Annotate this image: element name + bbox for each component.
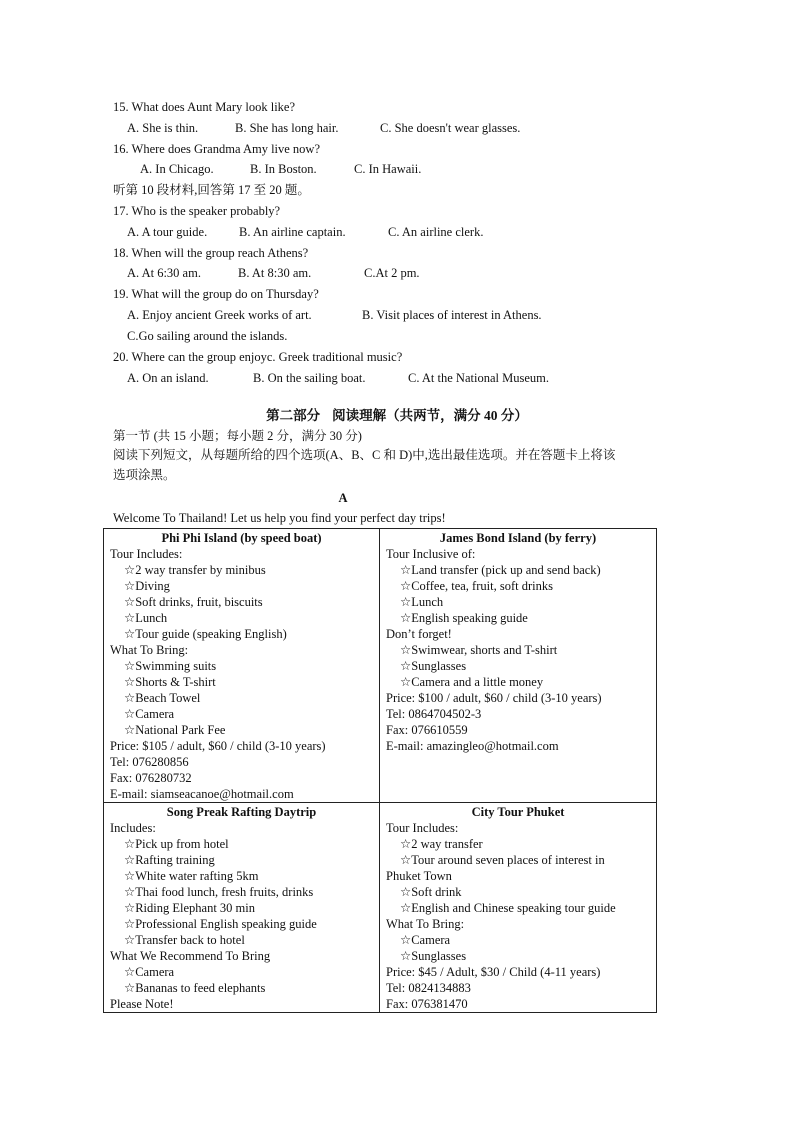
list-heading: Fax: 076610559 (386, 723, 468, 737)
question-20-options (127, 370, 549, 386)
instruction-line-1: 阅读下列短文，从每题所给的四个选项(A、B、C 和 D)中,选出最佳选项。并在答题卡上将该 (113, 448, 616, 462)
list-item: ☆Shorts & T-shirt (124, 675, 216, 689)
option-a: A. A tour guide. (127, 225, 208, 239)
option-a: A. At 6:30 am. (127, 266, 201, 280)
list-item: ☆2 way transfer (400, 837, 483, 851)
list-heading: Tour Includes: (386, 821, 459, 835)
list-heading: E-mail: siamseacanoe@hotmail.com (110, 787, 294, 801)
list-heading: Price: $105 / adult, $60 / child (3-10 years) (110, 739, 326, 753)
list-item: ☆Diving (124, 579, 170, 593)
option-b: B. On the sailing boat. (253, 371, 366, 385)
part2-title-a: 第二部分 (266, 408, 321, 423)
list-item: ☆Camera (400, 933, 451, 947)
option-c: C. She doesn't wear glasses. (380, 121, 521, 135)
table-row (104, 529, 657, 803)
tour-title: City Tour Phuket (471, 805, 565, 819)
part2-title-b: 阅读理解（共两节，满分 40 分） (332, 408, 528, 423)
list-heading: Tel: 0864704502-3 (386, 707, 482, 721)
table-row (104, 803, 657, 1013)
list-item: ☆Tour around seven places of interest in (400, 853, 605, 867)
list-item: ☆Land transfer (pick up and send back) (400, 563, 601, 577)
list-item: ☆Soft drink (400, 885, 462, 899)
list-heading: Tel: 076280856 (110, 755, 189, 769)
list-item: ☆Sunglasses (400, 659, 467, 673)
question-17-options (127, 224, 483, 240)
question-16-options (140, 161, 421, 177)
material-note: 听第 10 段材料,回答第 17 至 20 题。 (113, 183, 310, 197)
list-item: ☆Transfer back to hotel (124, 933, 245, 947)
list-item: ☆Thai food lunch, fresh fruits, drinks (124, 885, 314, 899)
list-item: ☆Lunch (400, 595, 444, 609)
list-item: ☆Soft drinks, fruit, biscuits (124, 595, 263, 609)
option-b: B. At 8:30 am. (238, 266, 312, 280)
section-header: 第一节 (共 15 小题；每小题 2 分，满分 30 分) (113, 429, 362, 443)
list-heading: What To Bring: (110, 643, 189, 657)
tours-table (103, 528, 657, 1013)
question-18: 18. When will the group reach Athens? (113, 246, 309, 260)
list-item: ☆Sunglasses (400, 949, 467, 963)
question-19: 19. What will the group do on Thursday? (113, 287, 319, 301)
list-heading: Fax: 076280732 (110, 771, 192, 785)
list-item: ☆Bananas to feed elephants (124, 981, 266, 995)
tour-details (110, 546, 373, 802)
passage-intro: Welcome To Thailand! Let us help you find your perfect day trips! (113, 511, 446, 525)
list-item: ☆Tour guide (speaking English) (124, 627, 287, 641)
tour-title: James Bond Island (by ferry) (439, 531, 597, 545)
option-b: B. Visit places of interest in Athens. (362, 308, 542, 322)
list-heading: Tour Inclusive of: (386, 547, 476, 561)
tour-details (386, 546, 650, 754)
tour-cell-phiphi (104, 529, 380, 803)
list-heading: Phuket Town (386, 869, 452, 883)
question-18-options (127, 265, 420, 281)
option-c: C.At 2 pm. (364, 266, 420, 280)
list-item: ☆Swimwear, shorts and T-shirt (400, 643, 558, 657)
question-15: 15. What does Aunt Mary look like? (113, 100, 296, 114)
list-item: ☆Coffee, tea, fruit, soft drinks (400, 579, 553, 593)
list-item: ☆Riding Elephant 30 min (124, 901, 255, 915)
question-17: 17. Who is the speaker probably? (113, 204, 281, 218)
option-b: B. An airline captain. (239, 225, 346, 239)
tour-details (386, 820, 650, 1012)
tour-cell-jamesbond (380, 529, 657, 803)
list-item: ☆National Park Fee (124, 723, 226, 737)
option-c: C. An airline clerk. (388, 225, 484, 239)
tour-title: Song Preak Rafting Daytrip (166, 805, 317, 819)
option-a: A. Enjoy ancient Greek works of art. (127, 308, 312, 322)
list-heading: Price: $100 / adult, $60 / child (3-10 years) (386, 691, 602, 705)
list-item: ☆White water rafting 5km (124, 869, 259, 883)
question-20: 20. Where can the group enjoyc. Greek traditional music? (113, 350, 403, 364)
option-b: B. In Boston. (250, 162, 317, 176)
list-item: ☆Professional English speaking guide (124, 917, 317, 931)
option-b: B. She has long hair. (235, 121, 339, 135)
list-heading: Tel: 0824134883 (386, 981, 471, 995)
option-c: C. At the National Museum. (408, 371, 549, 385)
passage-letter: A (338, 491, 348, 505)
option-a: A. She is thin. (127, 121, 199, 135)
part2-title (0, 407, 794, 425)
tour-details (110, 820, 373, 1012)
list-heading: Includes: (110, 821, 156, 835)
list-heading: Fax: 076381470 (386, 997, 468, 1011)
question-19-option-c: C.Go sailing around the islands. (127, 329, 288, 343)
list-heading: Don’t forget! (386, 627, 452, 641)
list-item: ☆Camera (124, 965, 175, 979)
question-19-options-1 (127, 307, 542, 323)
tour-cell-songpreak (104, 803, 380, 1013)
option-a: A. On an island. (127, 371, 209, 385)
list-item: ☆Beach Towel (124, 691, 201, 705)
list-item: ☆2 way transfer by minibus (124, 563, 266, 577)
list-item: ☆Camera (124, 707, 175, 721)
tour-cell-phuket (380, 803, 657, 1013)
question-15-options (127, 120, 520, 136)
list-heading: E-mail: amazingleo@hotmail.com (386, 739, 559, 753)
list-item: ☆Camera and a little money (400, 675, 544, 689)
list-item: ☆Swimming suits (124, 659, 217, 673)
instruction-line-2: 选项涂黑。 (113, 468, 176, 482)
question-16: 16. Where does Grandma Amy live now? (113, 142, 321, 156)
list-heading: Price: $45 / Adult, $30 / Child (4-11 years) (386, 965, 601, 979)
list-item: ☆Pick up from hotel (124, 837, 229, 851)
list-heading: Please Note! (110, 997, 174, 1011)
option-a: A. In Chicago. (140, 162, 214, 176)
list-item: ☆English speaking guide (400, 611, 528, 625)
list-item: ☆Rafting training (124, 853, 215, 867)
list-heading: What To Bring: (386, 917, 465, 931)
list-item: ☆Lunch (124, 611, 168, 625)
option-c: C. In Hawaii. (354, 162, 422, 176)
tour-title: Phi Phi Island (by speed boat) (161, 531, 322, 545)
list-item: ☆English and Chinese speaking tour guide (400, 901, 616, 915)
list-heading: Tour Includes: (110, 547, 183, 561)
list-heading: What We Recommend To Bring (110, 949, 271, 963)
